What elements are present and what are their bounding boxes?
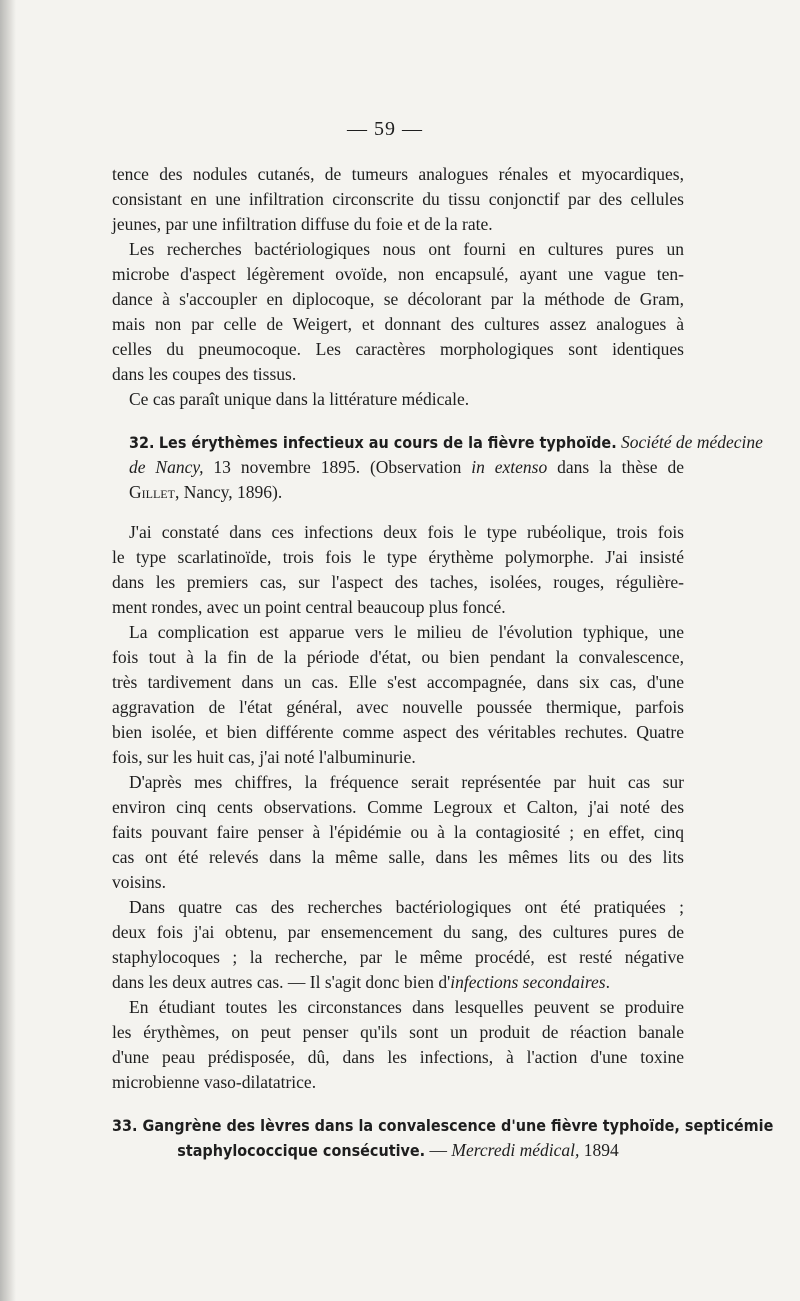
entry-title: Gangrène des lèvres dans la convalescence d'une fièvre typhoïde, septicémie bbox=[142, 1116, 774, 1135]
entry-author: Gillet bbox=[129, 482, 175, 502]
text-line: voisins. bbox=[112, 872, 166, 892]
entry-heading-line bbox=[112, 430, 763, 455]
entry-heading-line bbox=[112, 480, 684, 505]
text-line: cas ont été relevés dans la même salle, dans les mêmes lits ou des lits bbox=[112, 847, 684, 867]
entry-heading-line bbox=[112, 455, 684, 480]
entry-text: , Nancy, 1896). bbox=[174, 482, 283, 502]
text-line: Ce cas paraît unique dans la littérature médicale. bbox=[129, 389, 470, 409]
text-line: La complication est apparue vers le milieu de l'évolution typhique, une bbox=[129, 622, 684, 642]
paragraph-unique-case bbox=[112, 387, 684, 412]
text-line: aggravation de l'état général, avec nouvelle poussée thermique, parfois bbox=[112, 697, 684, 717]
text-line bbox=[112, 970, 684, 995]
entry-journal-city: de Nancy, bbox=[129, 457, 204, 477]
paragraph-observations bbox=[112, 520, 684, 620]
paragraph-complication bbox=[112, 620, 684, 770]
text-line: En étudiant toutes les circonstances dans lesquelles peuvent se produire bbox=[129, 997, 684, 1017]
entry-journal: Société de médecine bbox=[621, 432, 763, 452]
entry-text: dans la thèse de bbox=[547, 457, 684, 477]
paragraph-intro bbox=[112, 162, 684, 237]
bibliography-entry-33 bbox=[112, 1113, 774, 1163]
entry-year: 1894 bbox=[579, 1140, 619, 1160]
paragraph-frequency bbox=[112, 770, 684, 895]
text-line: D'après mes chiffres, la fréquence serait représentée par huit cas sur bbox=[129, 772, 684, 792]
entry-dash: — bbox=[425, 1140, 452, 1160]
text-line: mais non par celle de Weigert, et donnant des cultures assez analogues à bbox=[112, 314, 684, 334]
text-line: fois tout à la fin de la période d'état, ou bien pendant la convalescence, bbox=[112, 647, 684, 667]
text-line: fois, sur les huit cas, j'ai noté l'albuminurie. bbox=[112, 747, 416, 767]
text-line: celles du pneumocoque. Les caractères morphologiques sont identiques bbox=[112, 339, 684, 359]
text-line: faits pouvant faire penser à l'épidémie ou à la contagiosité ; en effet, cinq bbox=[112, 822, 684, 842]
italic-term: infections secondaires bbox=[450, 972, 606, 992]
entry-date: 13 novembre 1895. (Observation bbox=[203, 457, 472, 477]
text-line: jeunes, par une infiltration diffuse du foie et de la rate. bbox=[112, 214, 493, 234]
text-span: . bbox=[605, 972, 610, 992]
text-line: microbienne vaso-dilatatrice. bbox=[112, 1072, 317, 1092]
paragraph-bacteriology bbox=[112, 237, 684, 387]
text-line: microbe d'aspect légèrement ovoïde, non encapsulé, ayant une vague ten- bbox=[112, 264, 684, 284]
text-line: Dans quatre cas des recherches bactériologiques ont été pratiquées ; bbox=[129, 897, 684, 917]
text-line: ment rondes, avec un point central beaucoup plus foncé. bbox=[112, 597, 506, 617]
bibliography-entry-32 bbox=[112, 430, 763, 505]
paragraph-conclusion bbox=[112, 995, 684, 1095]
text-line: J'ai constaté dans ces infections deux fois le type rubéolique, trois fois bbox=[129, 522, 684, 542]
text-line: d'une peau prédisposée, dû, dans les infections, à l'action d'une toxine bbox=[112, 1047, 684, 1067]
text-line: environ cinq cents observations. Comme Legroux et Calton, j'ai noté des bbox=[112, 797, 684, 817]
text-line: très tardivement dans un cas. Elle s'est accompagnée, dans six cas, d'une bbox=[112, 672, 684, 692]
text-line: le type scarlatinoïde, trois fois le type érythème polymorphe. J'ai insisté bbox=[112, 547, 684, 567]
text-line: bien isolée, et bien différente comme aspect des véritables rechutes. Quatre bbox=[112, 722, 684, 742]
text-span: dans les deux autres cas. — Il s'agit donc bien d' bbox=[112, 972, 451, 992]
entry-heading-line bbox=[112, 1138, 684, 1163]
text-line: dans les premiers cas, sur l'aspect des taches, isolées, rouges, régulière- bbox=[112, 572, 684, 592]
text-line: les érythèmes, on peut penser qu'ils sont un produit de réaction banale bbox=[112, 1022, 684, 1042]
text-line: Les recherches bactériologiques nous ont fourni en cultures pures un bbox=[129, 239, 684, 259]
text-line: staphylocoques ; la recherche, par le même procédé, est resté négative bbox=[112, 947, 684, 967]
entry-latin: in extenso bbox=[471, 457, 548, 477]
page-number: — 59 — bbox=[347, 118, 423, 140]
entry-number: 33. bbox=[112, 1116, 138, 1135]
text-line: dance à s'accoupler en diplocoque, se décolorant par la méthode de Gram, bbox=[112, 289, 684, 309]
text-line: dans les coupes des tissus. bbox=[112, 364, 297, 384]
text-line: deux fois j'ai obtenu, par ensemencement du sang, des cultures pures de bbox=[112, 922, 684, 942]
entry-title: Les érythèmes infectieux au cours de la fièvre typhoïde. bbox=[158, 433, 617, 452]
paragraph-bacteriological-research bbox=[112, 895, 684, 995]
entry-heading-line bbox=[112, 1113, 774, 1138]
entry-number: 32. bbox=[129, 433, 155, 452]
text-line: tence des nodules cutanés, de tumeurs analogues rénales et myocardiques, bbox=[112, 164, 684, 184]
page-binding-shadow bbox=[0, 0, 16, 1301]
entry-journal: Mercredi médical, bbox=[451, 1140, 580, 1160]
entry-title: staphylococcique consécutive. bbox=[177, 1141, 426, 1160]
text-line: consistant en une infiltration circonscrite du tissu conjonctif par des cellules bbox=[112, 189, 684, 209]
